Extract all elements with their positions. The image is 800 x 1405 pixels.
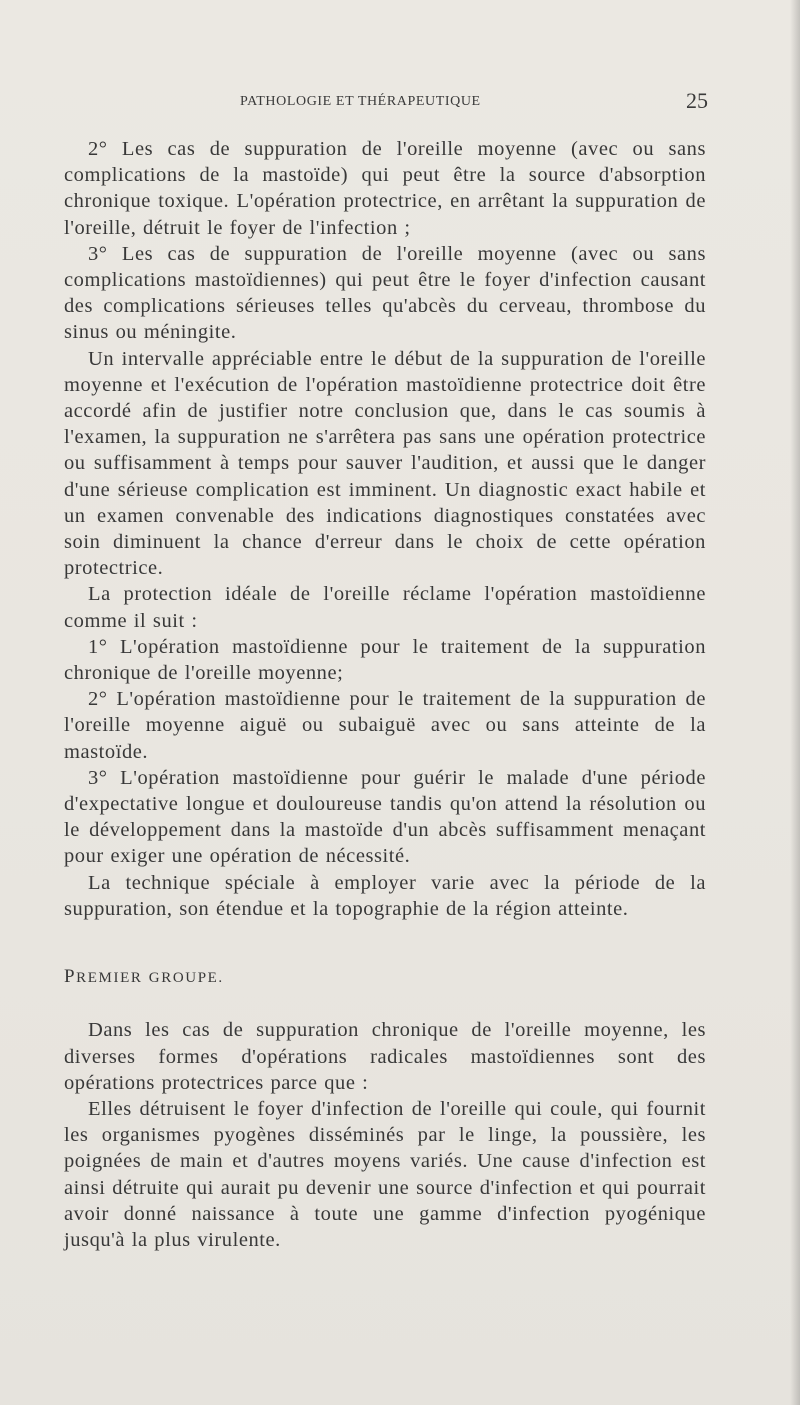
paragraph-technique: La technique spéciale à employer varie avec la période de la suppuration, son étendue et la topographie de la région atteinte. [64, 871, 706, 920]
page-edge-shadow [790, 0, 800, 1405]
paragraph-chronic-cases: Dans les cas de suppuration chronique de l'oreille moyenne, les diverses formes d'opérations radicales mastoïdiennes sont des opérations protectrices parce que : [64, 1019, 706, 1094]
section-title-initial: P [64, 966, 77, 988]
paragraph-item-3: 3° Les cas de suppuration de l'oreille moyenne (avec ou sans complications mastoïdiennes) qui peut être le foyer d'infection causant des complications sérieuses telles qu'abcès du cerveau, thrombose du sinus ou méningite. [64, 242, 706, 344]
running-head: PATHOLOGIE ET THÉRAPEUTIQUE [240, 94, 481, 109]
paragraph-list-3: 3° L'opération mastoïdienne pour guérir le malade d'une période d'expectative longue et douloureuse tandis qu'on attend la résolution ou le développement dans la mastoïde d'un abcès suffisamment menaçant pour exiger une opération de nécessité. [64, 766, 706, 868]
section-title [64, 964, 706, 991]
paragraph-ideal-protection: La protection idéale de l'oreille réclame l'opération mastoïdienne comme il suit : [64, 583, 706, 632]
section-title-rest: REMIER GROUPE. [76, 970, 224, 987]
paragraph-list-2: 2° L'opération mastoïdienne pour le traitement de la suppuration de l'oreille moyenne aiguë ou subaiguë avec ou sans atteinte de la mastoïde. [64, 688, 706, 763]
body-text [64, 136, 706, 1253]
page-header [62, 88, 712, 116]
paragraph-item-2: 2° Les cas de suppuration de l'oreille moyenne (avec ou sans complications de la mastoïde) qui peut être la source d'absorption chronique toxique. L'opération protectrice, en arrêtant la suppuration de l'oreille, détruit le foyer de l'infection ; [64, 138, 706, 239]
paragraph-interval: Un intervalle appréciable entre le début de la suppuration de l'oreille moyenne et l'exécution de l'opération mastoïdienne protectrice doit être accordé afin de justifier notre conclusion que, dans le cas soumis à l'examen, la suppuration ne s'arrêtera pas sans une opération protectrice ou suffisamment à temps pour sauver l'audition, et aussi que le danger d'une sérieuse complication est imminent. Un diagnostic exact habile et un examen convenable des indications diagnostiques constatées avec soin diminuent la chance d'erreur dans le choix de cette opération protectrice. [64, 347, 706, 580]
paragraph-list-1: 1° L'opération mastoïdienne pour le traitement de la suppuration chronique de l'oreille moyenne; [64, 635, 706, 685]
paragraph-destroy-focus: Elles détruisent le foyer d'infection de l'oreille qui coule, qui fournit les organismes pyogènes disséminés par le linge, la poussière, les poignées de main et d'autres moyens variés. Une cause d'infection est ainsi détruite qui aurait pu devenir une source d'infection et qui pourrait avoir donné naissance à toute une gamme d'infection pyogénique jusqu'à la plus virulente. [64, 1097, 706, 1251]
page-number: 25 [686, 88, 708, 113]
